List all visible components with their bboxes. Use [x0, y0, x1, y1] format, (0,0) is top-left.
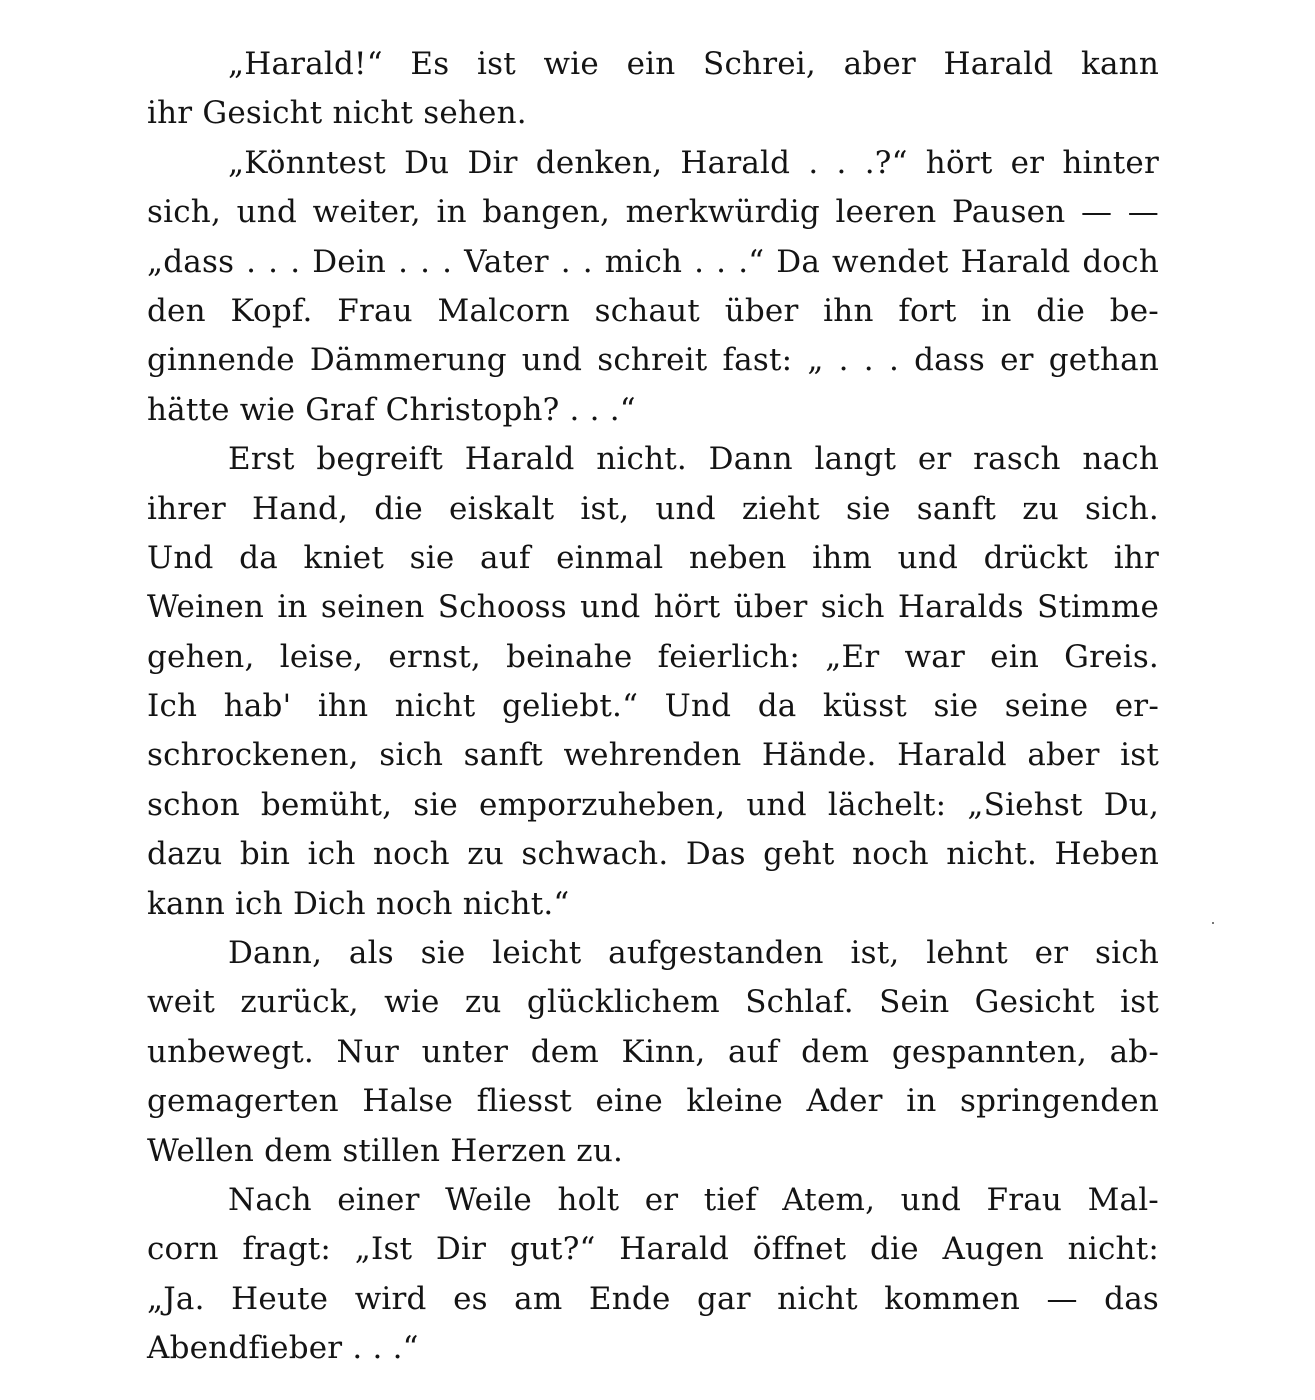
text-line: kann ich Dich noch nicht.“ [147, 885, 570, 922]
text-line: „Könntest Du Dir denken, Harald . . .?“ hört er hinter [228, 144, 1159, 181]
text-line: Erst begreift Harald nicht. Dann langt er rasch nach [228, 441, 1159, 478]
text-line: hätte wie Graf Christoph? . . .“ [147, 391, 636, 428]
text-line: ihr Gesicht nicht sehen. [147, 95, 527, 132]
text-line: weit zurück, wie zu glücklichem Schlaf. Sein Gesicht ist [147, 984, 1159, 1021]
text-line: „dass . . . Dein . . . Vater . . mich . . .“ Da wendet Harald doch [147, 243, 1159, 280]
text-line: Abendfieber . . .“ [147, 1330, 419, 1367]
text-line: gehen, leise, ernst, beinahe feierlich: „Er war ein Greis. [147, 638, 1159, 675]
text-body [147, 40, 1159, 1374]
text-line: dazu bin ich noch zu schwach. Das geht noch nicht. Heben [147, 836, 1159, 873]
text-line: den Kopf. Frau Malcorn schaut über ihn fort in die be- [147, 292, 1159, 329]
text-line: unbewegt. Nur unter dem Kinn, auf dem gespannten, ab- [147, 1033, 1159, 1070]
text-line: „Harald!“ Es ist wie ein Schrei, aber Harald kann [228, 46, 1159, 82]
page-speck [1212, 922, 1214, 924]
text-line: ginnende Dämmerung und schreit fast: „ . . . dass er gethan [147, 342, 1159, 379]
text-line: Weinen in seinen Schooss und hört über sich Haralds Stimme [147, 589, 1159, 626]
text-line: Und da kniet sie auf einmal neben ihm und drückt ihr [147, 539, 1159, 576]
text-line: Dann, als sie leicht aufgestanden ist, lehnt er sich [228, 935, 1159, 972]
text-line: Wellen dem stillen Herzen zu. [147, 1132, 624, 1169]
text-line: corn fragt: „Ist Dir gut?“ Harald öffnet die Augen nicht: [147, 1231, 1159, 1268]
text-line: Nach einer Weile holt er tief Atem, und Frau Mal- [228, 1181, 1159, 1218]
text-line: ihrer Hand, die eiskalt ist, und zieht sie sanft zu sich. [147, 490, 1159, 527]
text-line: gemagerten Halse fliesst eine kleine Ader in springenden [147, 1083, 1159, 1120]
text-line: schon bemüht, sie emporzuheben, und lächelt: „Siehst Du, [147, 786, 1159, 823]
text-line: sich, und weiter, in bangen, merkwürdig leeren Pausen — — [147, 194, 1159, 231]
text-line: schrockenen, sich sanft wehrenden Hände. Harald aber ist [147, 737, 1159, 774]
text-line: Ich hab' ihn nicht geliebt.“ Und da küsst sie seine er- [147, 688, 1159, 725]
text-line: „Ja. Heute wird es am Ende gar nicht kommen — das [147, 1280, 1159, 1317]
